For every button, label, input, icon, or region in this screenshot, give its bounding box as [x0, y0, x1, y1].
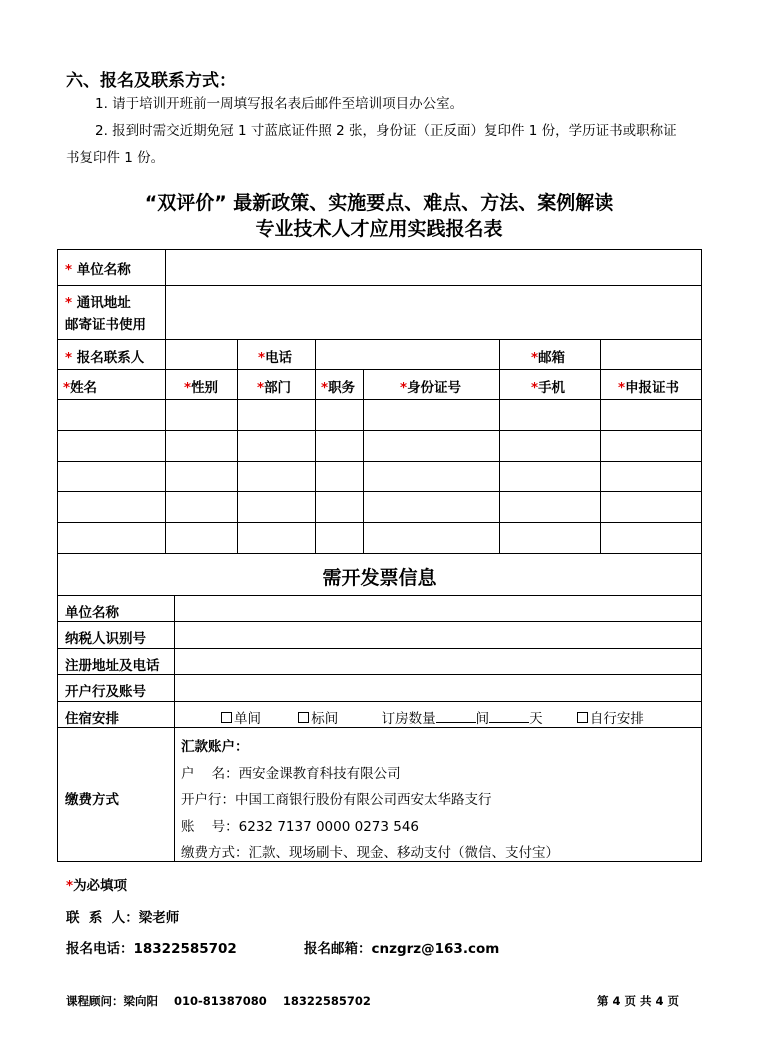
payment-label: 缴费方式 — [58, 728, 175, 862]
col-header-id: *身份证号 — [364, 370, 500, 400]
table-row-cell[interactable] — [500, 492, 601, 523]
bank-account-field[interactable] — [175, 675, 702, 702]
checkbox-icon — [298, 712, 309, 723]
days-field[interactable] — [489, 708, 529, 723]
table-row-cell[interactable] — [500, 431, 601, 462]
table-row-cell[interactable] — [500, 400, 601, 431]
checkbox-icon — [221, 712, 232, 723]
table-row-cell[interactable] — [58, 400, 166, 431]
table-row-cell[interactable] — [238, 462, 316, 492]
table-row-cell[interactable] — [500, 523, 601, 554]
table-row-cell[interactable] — [238, 492, 316, 523]
table-row-cell[interactable] — [238, 431, 316, 462]
table-row-cell[interactable] — [58, 523, 166, 554]
table-row-cell[interactable] — [364, 462, 500, 492]
checkbox-icon — [577, 712, 588, 723]
col-header-cert: *申报证书 — [601, 370, 702, 400]
table-row-cell[interactable] — [238, 523, 316, 554]
col-header-position: *职务 — [316, 370, 364, 400]
lodging-options — [175, 702, 702, 728]
registration-form — [57, 249, 702, 862]
contact-person: 联 系 人：梁老师 — [66, 910, 180, 926]
table-row-cell[interactable] — [166, 523, 238, 554]
required-note: *为必填项 — [66, 878, 128, 894]
registration-email: 报名邮箱：cnzgrz@163.com — [304, 941, 500, 957]
tax-id-label: 纳税人识别号 — [58, 622, 175, 649]
table-row-cell[interactable] — [58, 431, 166, 462]
payment-details — [175, 728, 702, 862]
table-row-cell[interactable] — [166, 462, 238, 492]
attendee-rows — [58, 400, 702, 554]
reg-address-field[interactable] — [175, 649, 702, 675]
room-quantity-field[interactable] — [436, 708, 476, 723]
invoice-unit-name-field[interactable] — [175, 596, 702, 622]
self-arrange-checkbox[interactable]: 自行安排 — [577, 711, 644, 727]
invoice-unit-name-label: 单位名称 — [58, 596, 175, 622]
bank-account-label: 开户行及账号 — [58, 675, 175, 702]
single-room-checkbox[interactable]: 单间 — [221, 711, 261, 727]
table-row-cell[interactable] — [316, 462, 364, 492]
form-title-line2: 专业技术人才应用实践报名表 — [255, 218, 503, 240]
unit-name-field[interactable] — [166, 250, 702, 286]
payment-methods: 缴费方式：汇款、现场刷卡、现金、移动支付（微信、支付宝） — [181, 845, 559, 862]
email-field[interactable] — [601, 340, 702, 370]
table-row-cell[interactable] — [601, 523, 702, 554]
contact-label: * 报名联系人 — [58, 340, 166, 370]
table-row-cell[interactable] — [316, 523, 364, 554]
required-mark: * — [65, 262, 73, 278]
room-unit-label: 间 — [475, 711, 490, 727]
table-row-cell[interactable] — [316, 431, 364, 462]
unit-name-label: * 单位名称 — [58, 250, 166, 286]
registration-phone: 报名电话：18322585702 — [66, 941, 237, 957]
col-header-gender: *性别 — [166, 370, 238, 400]
reg-address-label: 注册地址及电话 — [58, 649, 175, 675]
day-unit-label: 天 — [529, 711, 543, 727]
email-label: *邮箱 — [500, 340, 601, 370]
table-row-cell[interactable] — [601, 492, 702, 523]
table-row-cell[interactable] — [58, 492, 166, 523]
table-row-cell[interactable] — [166, 492, 238, 523]
section-title: 六、报名及联系方式： — [66, 71, 236, 91]
required-mark: * — [65, 295, 73, 311]
col-header-mobile: *手机 — [500, 370, 601, 400]
table-row-cell[interactable] — [238, 400, 316, 431]
table-row-cell[interactable] — [316, 400, 364, 431]
table-row-cell[interactable] — [316, 492, 364, 523]
room-quantity-label: 订房数量 — [381, 711, 436, 727]
table-row-cell[interactable] — [364, 400, 500, 431]
instruction-2-cont: 书复印件 1 份。 — [66, 150, 165, 166]
table-row-cell[interactable] — [364, 431, 500, 462]
invoice-heading: 需开发票信息 — [58, 554, 702, 596]
instruction-1: 1. 请于培训开班前一周填写报名表后邮件至培训项目办公室。 — [95, 96, 464, 112]
table-row-cell[interactable] — [58, 462, 166, 492]
contact-field[interactable] — [166, 340, 238, 370]
table-row-cell[interactable] — [601, 462, 702, 492]
address-label: * 通讯地址 邮寄证书使用 — [58, 286, 166, 340]
table-row-cell[interactable] — [601, 431, 702, 462]
table-row-cell[interactable] — [601, 400, 702, 431]
tax-id-field[interactable] — [175, 622, 702, 649]
table-row-cell[interactable] — [166, 400, 238, 431]
phone-label: *电话 — [238, 340, 316, 370]
lodging-label: 住宿安排 — [58, 702, 175, 728]
account-bank: 开户行：中国工商银行股份有限公司西安太华路支行 — [181, 792, 492, 809]
account-number: 账 号：6232 7137 0000 0273 546 — [181, 818, 420, 835]
footer-page-number: 第 4 页 共 4 页 — [597, 994, 680, 1008]
account-name: 户 名：西安金课教育科技有限公司 — [181, 765, 401, 782]
table-row-cell[interactable] — [166, 431, 238, 462]
table-row-cell[interactable] — [364, 523, 500, 554]
table-row-cell[interactable] — [500, 462, 601, 492]
remit-title: 汇款账户： — [181, 739, 249, 755]
table-row-cell[interactable] — [364, 492, 500, 523]
address-field[interactable] — [166, 286, 702, 340]
footer-advisor: 课程顾问：梁向阳 010-81387080 18322585702 — [66, 994, 371, 1008]
col-header-dept: *部门 — [238, 370, 316, 400]
form-title-line1: “双评价” 最新政策、实施要点、难点、方法、案例解读 — [144, 192, 614, 214]
phone-field[interactable] — [316, 340, 500, 370]
col-header-name: *姓名 — [58, 370, 166, 400]
standard-room-checkbox[interactable]: 标间 — [298, 711, 338, 727]
instruction-2: 2. 报到时需交近期免冠 1 寸蓝底证件照 2 张，身份证（正反面）复印件 1 份，学历证书或职称证 — [95, 123, 677, 139]
